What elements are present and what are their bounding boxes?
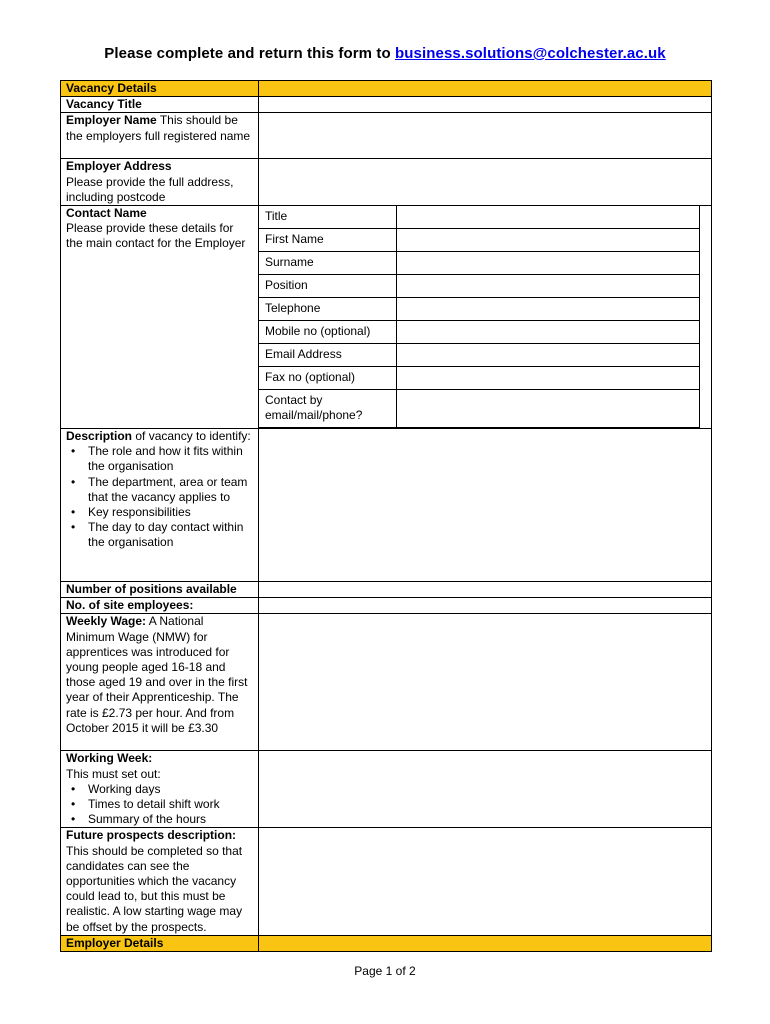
row-positions-available: [61, 582, 712, 598]
row-weekly-wage: [61, 614, 712, 751]
contact-field-row: [259, 321, 700, 344]
contact-field-label: Mobile no (optional): [259, 321, 397, 344]
employer-name-hint: This should be the employers full registered name: [66, 113, 251, 143]
description-label: Description: [66, 429, 133, 444]
site-employees-label: No. of site employees:: [66, 598, 194, 613]
contact-field-label: Surname: [259, 252, 397, 275]
working-week-label: Working Week:: [66, 751, 153, 766]
contact-field-label: Telephone: [259, 298, 397, 321]
contact-field-label: Email Address: [259, 344, 397, 367]
contact-name-label: Contact Name: [66, 206, 147, 221]
contact-field-input[interactable]: [397, 275, 700, 298]
description-bullet: • Key responsibilities: [88, 505, 253, 520]
section-vacancy-details-label: Vacancy Details: [66, 81, 157, 95]
contact-field-input[interactable]: [397, 344, 700, 367]
vacancy-title-label: Vacancy Title: [66, 97, 142, 112]
employer-address-label: Employer Address: [66, 159, 172, 174]
section-employer-details-label: Employer Details: [66, 935, 164, 950]
future-prospects-label: Future prospects description:: [66, 828, 237, 843]
vacancy-title-field[interactable]: [259, 97, 712, 113]
contact-field-input[interactable]: [397, 252, 700, 275]
contact-field-label: Contact by email/mail/phone?: [259, 390, 397, 428]
contact-field-input[interactable]: [397, 321, 700, 344]
return-email-link[interactable]: business.solutions@colchester.ac.uk: [395, 45, 666, 62]
contact-field-row: [259, 229, 700, 252]
contact-field-input[interactable]: [397, 390, 700, 428]
contact-field-label: Fax no (optional): [259, 367, 397, 390]
working-week-bullet: • Summary of the hours: [88, 812, 253, 827]
future-prospects-hint: This should be completed so that candidates can see the opportunities which the vacancy could lead to, but this must be realistic. A low starting wage may be offset by the prospects.: [66, 843, 243, 934]
working-week-bullet: • Working days: [88, 782, 253, 797]
contact-field-label: First Name: [259, 229, 397, 252]
working-week-bullet: • Times to detail shift work: [88, 797, 253, 812]
description-bullet: • The role and how it fits within the organisation: [88, 444, 253, 474]
contact-field-row: [259, 344, 700, 367]
working-week-field[interactable]: [259, 751, 712, 828]
vacancy-form-table: [60, 80, 712, 952]
contact-details-table: [258, 205, 700, 428]
description-bullet-list: [66, 444, 253, 550]
contact-field-row: [259, 275, 700, 298]
row-vacancy-title: [61, 97, 712, 113]
row-description: [61, 429, 712, 582]
contact-name-hint: Please provide these details for the main contact for the Employer: [66, 221, 246, 251]
contact-field-input[interactable]: [397, 206, 700, 229]
positions-label: Number of positions available: [66, 582, 237, 597]
row-future-prospects: [61, 828, 712, 935]
description-bullet: • The department, area or team that the vacancy applies to: [88, 475, 253, 505]
contact-field-row: [259, 252, 700, 275]
working-week-bullet-list: [66, 782, 253, 828]
site-employees-field[interactable]: [259, 598, 712, 614]
heading-prefix: Please complete and return this form to: [104, 45, 395, 62]
section-vacancy-details: [61, 81, 712, 97]
contact-field-row: [259, 206, 700, 229]
weekly-wage-hint: A National Minimum Wage (NMW) for apprentices was introduced for young people aged 16-18 and those aged 19 and over in the first year of their Apprenticeship. The rate is £2.73 per hour. And from October 2015 it will be £3.30: [66, 614, 248, 735]
row-employer-name: [61, 113, 712, 159]
description-bullet: • The day to day contact within the organisation: [88, 520, 253, 550]
section-employer-details-blank: [259, 935, 712, 951]
weekly-wage-label: Weekly Wage:: [66, 614, 147, 629]
description-field[interactable]: [259, 429, 712, 582]
employer-address-field[interactable]: [259, 159, 712, 206]
row-site-employees: [61, 598, 712, 614]
contact-field-label: Title: [259, 206, 397, 229]
employer-address-hint: Please provide the full address, including postcode: [66, 174, 234, 204]
page-number: Page 1 of 2: [354, 964, 416, 978]
row-working-week: [61, 751, 712, 828]
section-employer-details: [61, 935, 712, 951]
section-vacancy-details-blank: [259, 81, 712, 97]
contact-details-cell: [259, 206, 712, 429]
form-instructions-heading: [0, 45, 770, 62]
positions-field[interactable]: [259, 582, 712, 598]
contact-field-input[interactable]: [397, 298, 700, 321]
row-employer-address: [61, 159, 712, 206]
employer-name-label: Employer Name: [66, 113, 157, 128]
contact-field-input[interactable]: [397, 367, 700, 390]
working-week-hint: This must set out:: [66, 766, 161, 781]
contact-field-label: Position: [259, 275, 397, 298]
weekly-wage-field[interactable]: [259, 614, 712, 751]
contact-field-row: [259, 298, 700, 321]
contact-field-row: [259, 367, 700, 390]
employer-name-field[interactable]: [259, 113, 712, 159]
row-contact-name: [61, 206, 712, 429]
description-hint: of vacancy to identify:: [132, 429, 251, 444]
contact-field-row: [259, 390, 700, 428]
contact-field-input[interactable]: [397, 229, 700, 252]
future-prospects-field[interactable]: [259, 828, 712, 935]
